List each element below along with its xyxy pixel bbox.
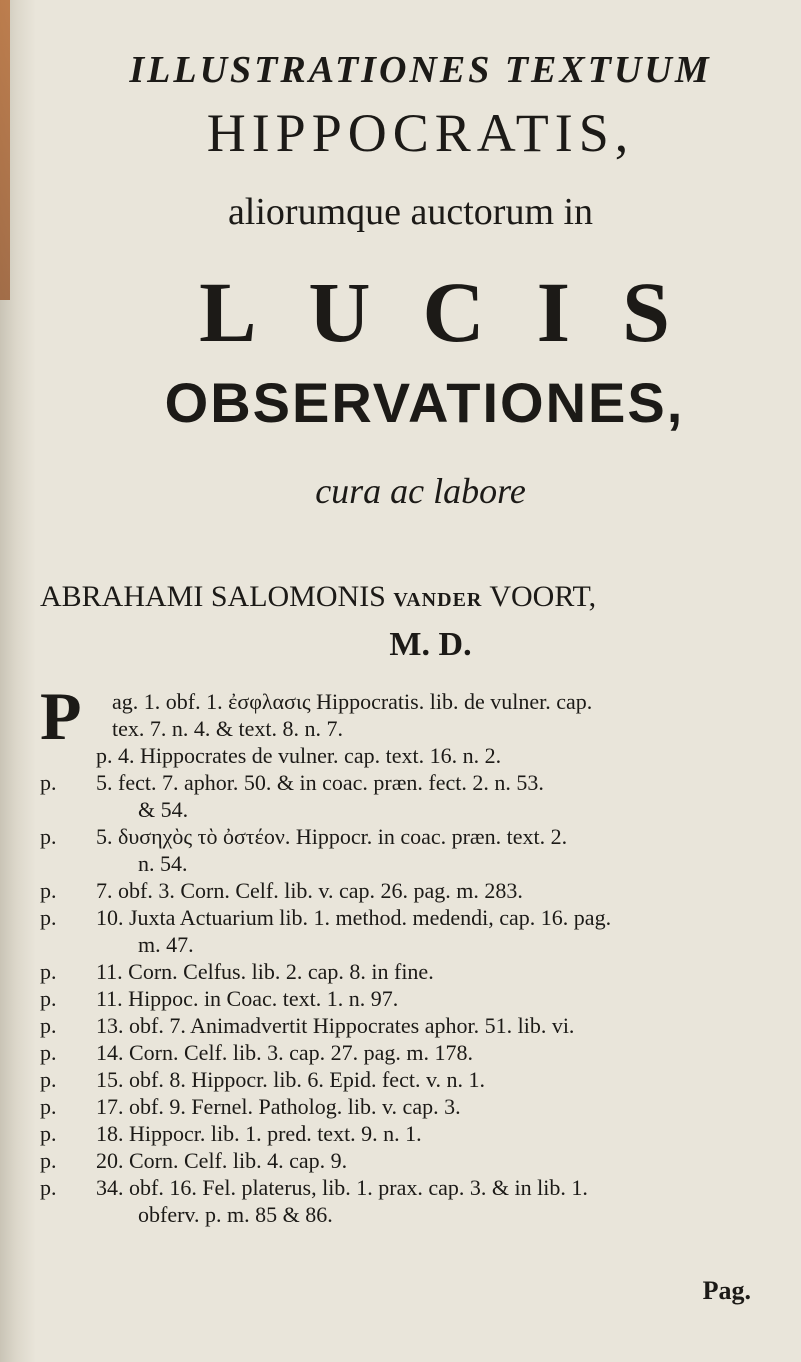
- ref-p-label: p.: [40, 959, 57, 984]
- list-item: [40, 1147, 800, 1174]
- title-line-aliorumque: aliorumque auctorum in: [227, 191, 594, 233]
- list-item: [40, 678, 800, 754]
- ref-p-label: p.: [40, 1040, 57, 1065]
- ref-text: 13. obf. 7. Animadvertit Hippocrates aphor. 51. lib. vi.: [96, 1013, 575, 1038]
- list-item: [40, 769, 800, 823]
- drop-cap: P: [40, 678, 82, 754]
- ref-text: 34. obf. 16. Fel. platerus, lib. 1. prax. cap. 3. & in lib. 1.: [96, 1175, 588, 1200]
- ref-p-label: p.: [40, 878, 57, 903]
- author-vander: VANDER: [393, 589, 483, 611]
- title-line-hippocratis: HIPPOCRATIS,: [206, 103, 635, 163]
- ref-text: 20. Corn. Celf. lib. 4. cap. 9.: [96, 1148, 348, 1173]
- ref-p-label: p.: [40, 770, 57, 795]
- ref-text: 5. fect. 7. aphor. 50. & in coac. præn. fect. 2. n. 53.: [96, 770, 544, 795]
- ref-text: 10. Juxta Actuarium lib. 1. method. medendi, cap. 16. pag.: [96, 905, 612, 930]
- ref-p-label: p.: [40, 905, 57, 930]
- author-voort: VOORT,: [489, 580, 597, 613]
- list-item: [40, 1174, 800, 1228]
- ref-p-label: p.: [40, 1148, 57, 1173]
- list-item: [40, 877, 800, 904]
- ref-lead: ag. 1. obf. 1.: [112, 689, 223, 714]
- list-item: [40, 742, 800, 769]
- ref-text: 5. δυσηχὸς τὸ ὀστέον. Hippocr. in coac. præn. text. 2.: [96, 824, 568, 849]
- ref-continuation: m. 47.: [138, 932, 194, 957]
- list-item: [40, 904, 800, 958]
- list-item: [40, 1066, 800, 1093]
- title-line-cura: cura ac labore: [315, 471, 526, 511]
- ref-continuation: tex. 7. n. 4. & text. 8. n. 7.: [112, 716, 343, 741]
- ref-text: p. 4. Hippocrates de vulner. cap. text. 16. n. 2.: [96, 743, 502, 768]
- list-item: [40, 1120, 800, 1147]
- ref-p-label: p.: [40, 824, 57, 849]
- ref-p-label: p.: [40, 1067, 57, 1092]
- ref-p-label: p.: [40, 1121, 57, 1146]
- ref-continuation: obferv. p. m. 85 & 86.: [138, 1202, 333, 1227]
- ref-text: 17. obf. 9. Fernel. Patholog. lib. v. cap. 3.: [96, 1094, 461, 1119]
- ref-text: 14. Corn. Celf. lib. 3. cap. 27. pag. m. 178.: [96, 1040, 474, 1065]
- list-item: [40, 1039, 800, 1066]
- ref-p-label: p.: [40, 1013, 57, 1038]
- ref-text: 7. obf. 3. Corn. Celf. lib. v. cap. 26. pag. m. 283.: [96, 878, 523, 903]
- ref-text: 11. Hippoc. in Coac. text. 1. n. 97.: [96, 986, 399, 1011]
- ref-p-label: p.: [40, 1175, 57, 1200]
- author-line: [40, 580, 800, 614]
- author-name: ABRAHAMI SALOMONIS: [40, 580, 386, 613]
- list-item: [40, 1093, 800, 1120]
- title-line-observationes: OBSERVATIONES,: [164, 371, 685, 434]
- list-item: [40, 1012, 800, 1039]
- list-item: [40, 985, 800, 1012]
- ref-text: 15. obf. 8. Hippocr. lib. 6. Epid. fect. v. n. 1.: [96, 1067, 486, 1092]
- title-line-illustrationes: ILLUSTRATIONES TEXTUUM: [129, 49, 712, 91]
- ref-continuation: n. 54.: [138, 851, 188, 876]
- ref-p-label: p.: [40, 1094, 57, 1119]
- ref-text: ἐσφλασις Hippocratis. lib. de vulner. cap.: [228, 689, 593, 714]
- reference-list: [40, 678, 800, 1228]
- ref-p-label: p.: [40, 986, 57, 1011]
- title-line-lucis: LUCIS: [199, 264, 722, 360]
- ref-continuation: & 54.: [138, 797, 189, 822]
- catchword: Pag.: [702, 1276, 751, 1305]
- list-item: [40, 823, 800, 877]
- author-degree: M. D.: [389, 626, 472, 663]
- list-item: [40, 958, 800, 985]
- ref-text: 11. Corn. Celfus. lib. 2. cap. 8. in fine.: [96, 959, 434, 984]
- ref-text: 18. Hippocr. lib. 1. pred. text. 9. n. 1.: [96, 1121, 422, 1146]
